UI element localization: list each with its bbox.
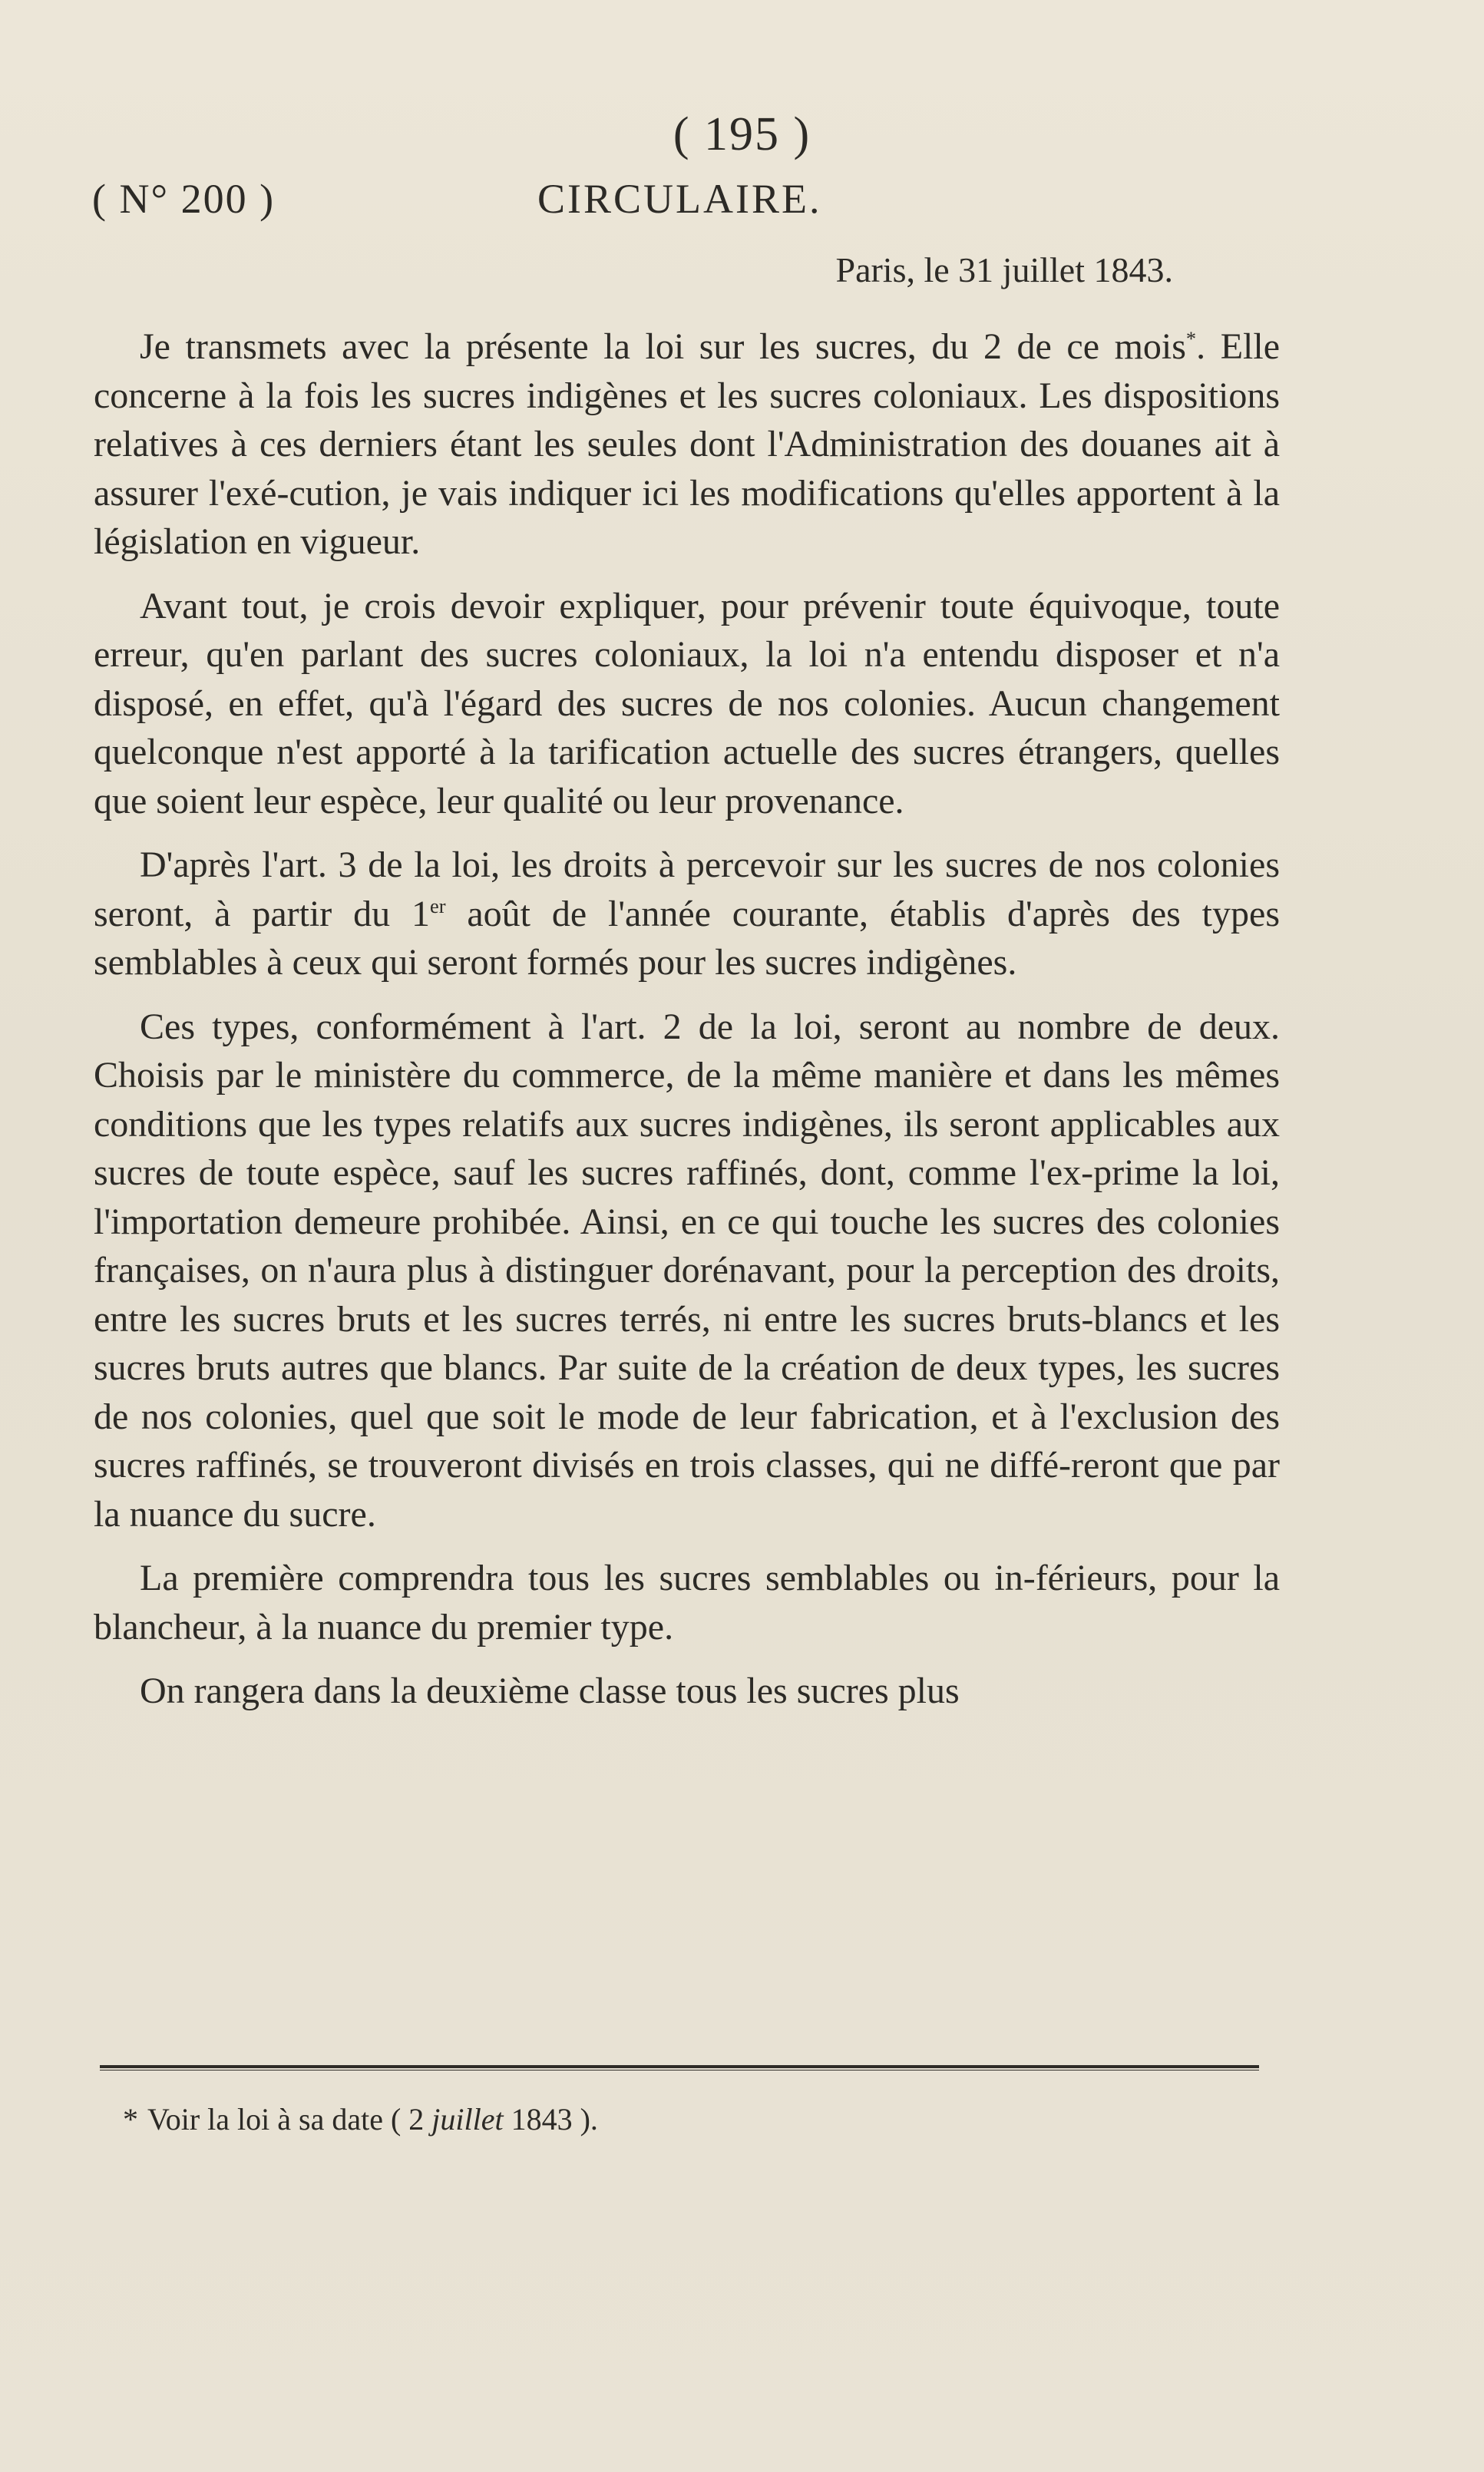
document-title: CIRCULAIRE. — [537, 176, 822, 222]
paragraph-1-text-a: Je transmets avec la présente la loi sur les sucres, du 2 de ce mois — [140, 326, 1186, 367]
footnote-text-before: Voir la loi à sa date ( 2 — [147, 2102, 432, 2137]
footnote-italic: juillet — [431, 2102, 504, 2137]
footnote — [123, 2100, 598, 2140]
paragraph-1 — [94, 322, 1280, 567]
ordinal-superscript: er — [430, 894, 446, 917]
paragraph-2: Avant tout, je crois devoir expliquer, pour prévenir toute équivoque, toute erreur, qu'en parlant des sucres coloniaux, la loi n'a entendu disposer et n'a disposé, en effet, qu'à l'égard des sucres de nos colonies. Aucun changement quelconque n'est apporté à la tarification actuelle des sucres étrangers, quelles que soient leur espèce, leur qualité ou leur provenance. — [94, 585, 1280, 821]
paragraph-5: La première comprendra tous les sucres semblables ou in-férieurs, pour la blancheur, à la nuance du premier type. — [94, 1558, 1280, 1647]
paragraph-6: On rangera dans la deuxième classe tous les sucres plus — [140, 1671, 960, 1711]
document-number: ( N° 200 ) — [92, 176, 276, 222]
paragraph-4: Ces types, conformément à l'art. 2 de la loi, seront au nombre de deux. Choisis par le ministère du commerce, de la même manière et dans les mêmes conditions que les types relatifs aux sucres indigènes, ils seront applicables aux sucres de toute espèce, sauf les sucres raffinés, dont, comme l'ex-prime la loi, l'importation demeure prohibée. Ainsi, en ce qui touche les sucres des colonies françaises, on n'aura plus à distinguer dorénavant, pour la perception des droits, entre les sucres bruts et les sucres terrés, ni entre les sucres bruts-blancs et les sucres bruts autres que blancs. Par suite de la création de deux types, les sucres de nos colonies, quel que soit le mode de leur fabrication, et à l'exclusion des sucres raffinés, se trouveront divisés en trois classes, qui ne diffé-reront que par la nuance du sucre. — [94, 1006, 1280, 1535]
page-number: ( 195 ) — [673, 108, 811, 160]
dateline: Paris, le 31 juillet 1843. — [835, 250, 1173, 289]
paragraph-3-text-b: août de l'année courante, établis d'après des types semblables à ceux qui seront formés pour les sucres indigènes. — [94, 893, 1280, 983]
footnote-divider — [100, 2065, 1259, 2070]
footnote-text-after: 1843 ). — [503, 2102, 598, 2137]
paragraph-3-text-a: D'après l'art. 3 de la loi, les droits à percevoir sur les sucres de nos colonies seront, à partir du 1 — [94, 844, 1280, 934]
paragraph-3 — [94, 841, 1280, 987]
divider-rule — [100, 2065, 1259, 2070]
footnote-mark: * — [123, 2102, 138, 2137]
body-text — [94, 322, 1280, 1731]
footnote-reference: * — [1185, 327, 1197, 350]
paragraph-1-text-b: . Elle concerne à la fois les sucres indigènes et les sucres coloniaux. Les dispositions relatives à ces derniers étant les seules dont l'Administration des douanes ait à assurer l'exé-cution, je vais indiquer ici les modifications qu'elles apportent à la législation en vigueur. — [94, 326, 1280, 562]
